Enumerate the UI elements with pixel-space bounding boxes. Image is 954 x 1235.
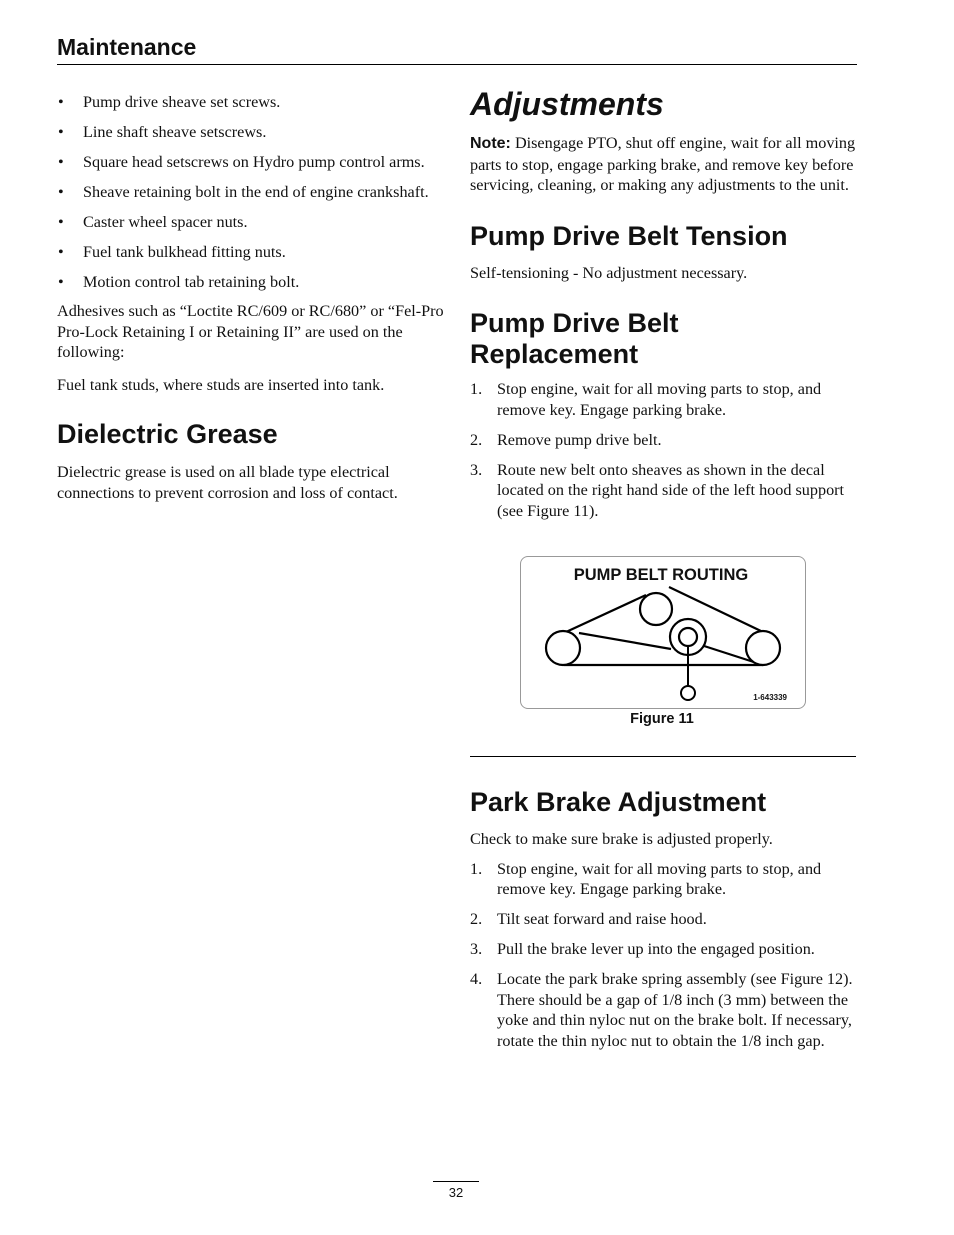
list-item: • Sheave retaining bolt in the end of engine crankshaft. <box>58 183 429 201</box>
tension-spring-anchor <box>681 686 695 700</box>
drive-sheave-hub <box>679 628 697 646</box>
tension-paragraph: Self-tensioning - No adjustment necessary. <box>470 263 748 282</box>
note-label: Note: <box>470 135 511 152</box>
idler-sheave <box>640 593 672 625</box>
section-header: Maintenance <box>57 34 197 60</box>
setscrew-list <box>57 92 445 293</box>
list-item: 4. Locate the park brake spring assembly (see Figure 12). There should be a gap of 1/8 inch (3 mm) between the yoke and thin nyloc nut on the brake bolt. If necessary, rotate the thin nyloc nut to obtain the 1/8 inch gap. <box>470 970 853 1050</box>
pump-belt-routing-figure <box>520 556 806 709</box>
pump-sheave <box>746 631 780 665</box>
page-number: 32 <box>448 1185 464 1200</box>
list-item: 1. Stop engine, wait for all moving parts to stop, and remove key. Engage parking brake. <box>470 380 822 419</box>
replacement-heading: Pump Drive Belt Replacement <box>470 308 679 369</box>
section-divider <box>470 756 856 757</box>
fuel-studs-paragraph: Fuel tank studs, where studs are inserted into tank. <box>57 375 385 394</box>
footer-divider <box>433 1181 479 1182</box>
list-item: • Fuel tank bulkhead fitting nuts. <box>58 243 286 261</box>
tension-heading: Pump Drive Belt Tension <box>470 220 788 251</box>
dielectric-heading: Dielectric Grease <box>57 419 278 449</box>
list-item: 2. Remove pump drive belt. <box>470 430 662 449</box>
figure-title: PUMP BELT ROUTING <box>573 566 749 584</box>
park-brake-heading: Park Brake Adjustment <box>470 787 767 817</box>
adjustments-heading: Adjustments <box>470 86 664 122</box>
list-item: 3. Route new belt onto sheaves as shown in the decal located on the right hand side of the left hood support (see Figure 11). <box>470 460 845 520</box>
adhesives-paragraph: Adhesives such as “Loctite RC/609 or RC/680” or “Fel-Pro Pro-Lock Retaining I or Retaining II” are used on the following: <box>57 302 444 361</box>
park-brake-steps <box>470 859 858 1052</box>
note-paragraph <box>470 133 858 196</box>
park-brake-intro: Check to make sure brake is adjusted properly. <box>470 830 773 848</box>
list-item: • Line shaft sheave setscrews. <box>58 123 267 141</box>
engine-sheave <box>546 631 580 665</box>
list-item: 2. Tilt seat forward and raise hood. <box>470 910 707 928</box>
right-column <box>470 86 858 531</box>
figure-caption: Figure 11 <box>630 711 694 727</box>
list-item: • Square head setscrews on Hydro pump control arms. <box>58 153 425 171</box>
dielectric-paragraph: Dielectric grease is used on all blade type electrical connections to prevent corrosion and loss of contact. <box>57 463 398 502</box>
header-divider <box>57 64 857 65</box>
list-item: 1. Stop engine, wait for all moving parts to stop, and remove key. Engage parking brake. <box>470 859 822 898</box>
list-item: • Caster wheel spacer nuts. <box>58 213 248 231</box>
decal-part-number: 1-643339 <box>753 693 787 702</box>
replacement-steps <box>470 379 858 521</box>
list-item: • Pump drive sheave set screws. <box>58 93 281 111</box>
note-text: Disengage PTO, shut off engine, wait for all moving parts to stop, engage parking brake, and remove key before servicing, cleaning, or making any adjustments to the unit. <box>470 134 856 194</box>
list-item: • Motion control tab retaining bolt. <box>58 273 300 291</box>
park-brake-section <box>470 787 858 1061</box>
left-column <box>57 92 445 503</box>
list-item: 3. Pull the brake lever up into the engaged position. <box>470 940 815 958</box>
